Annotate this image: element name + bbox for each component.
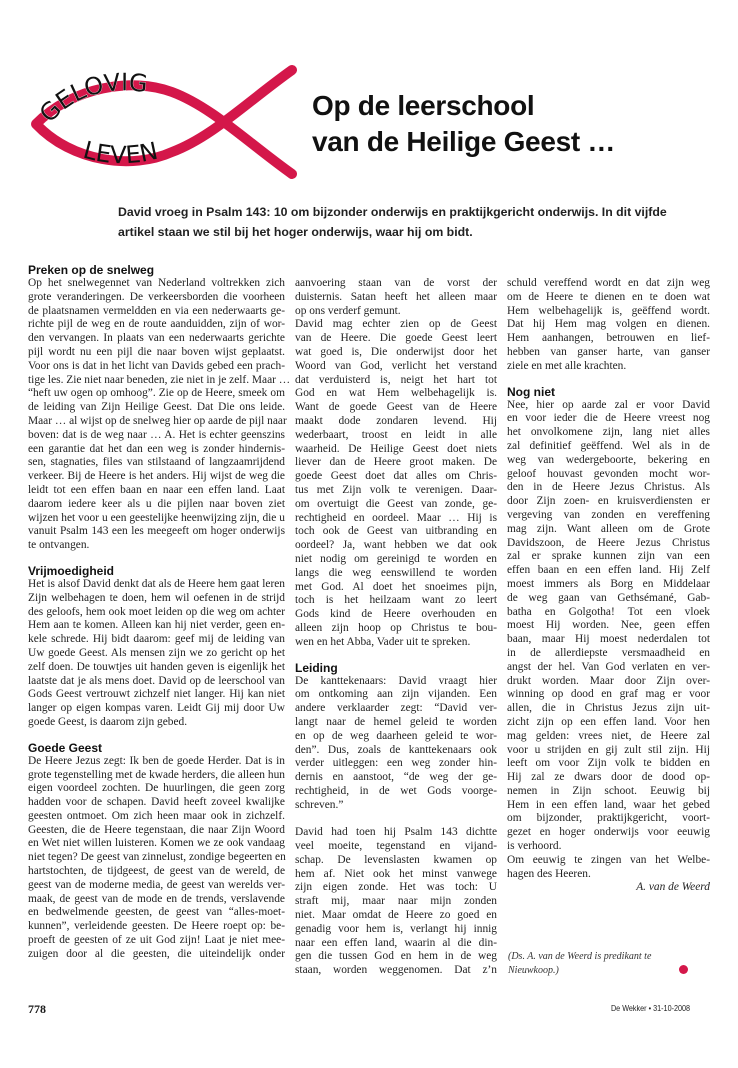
- text-line: Hem aan te komen. Alleen kan hij niet verder, geen en-: [28, 619, 285, 632]
- text-line: staan, worden weggenomen. Dat z’n: [295, 964, 497, 977]
- paragraph: [28, 277, 291, 553]
- text-line: gezet en hoger onderwijs voor eeuwig: [507, 826, 710, 839]
- author-signature: A. van de Weerd: [636, 881, 710, 894]
- text-line: laatste dat je als mens doet. David op de leerschool van: [28, 674, 285, 687]
- logo-top-text: GELOVIG: [34, 68, 150, 128]
- text-line: De Heere Jezus zegt: Ik ben de goede Herder. Dat is in: [28, 754, 285, 767]
- text-line: winning op dood en graf mag er voor: [507, 688, 710, 701]
- text-line: en Wet niet willen luisteren. Komen we ze ook vandaag: [28, 837, 285, 850]
- text-line: boven: dat is de weg naar … A. Het is echter geenszins: [28, 428, 285, 441]
- text-line: met God. Al doet het snoeimes pijn,: [295, 580, 497, 593]
- paragraph: [28, 578, 285, 730]
- text-line: te ontvangen.: [28, 539, 90, 552]
- paragraph: [28, 755, 285, 962]
- text-line: langer op eigen kompas varen. Leidt Gij mij door Uw: [28, 702, 285, 715]
- text-line: om de Heere te dienen en te doen wat: [507, 290, 710, 303]
- text-line: Hem aanhangen, betrouwen en lief-: [507, 332, 710, 345]
- text-line: Voor ons is dat in het licht van Davids gebed een prach-: [28, 359, 285, 372]
- text-line: pijl wordt nu een pijl die naar boven wijst geplaatst.: [28, 345, 285, 358]
- text-line: schap. De levenslasten kwamen op: [295, 853, 497, 866]
- text-line: zijn eigen zonde. Het was toch: U: [295, 881, 497, 894]
- text-line: veel moeite, tegenstand en vijand-: [295, 840, 497, 853]
- text-line: leidt tot een effen baan en naar een effen land. Laat: [28, 483, 285, 496]
- paragraph: [295, 277, 497, 318]
- text-line: genadig voor hem is, verlangt hij innig: [295, 922, 497, 935]
- text-line: “heft uw ogen op omhoog”. Zie op de Heere, smeek om: [28, 387, 285, 400]
- text-line: hagen des Heeren.: [507, 867, 591, 880]
- intro-line: artikel staan we stil bij het hoger onderwijs, waar hij om bidt.: [118, 225, 473, 239]
- text-line: hadden voor de schapen. David heeft zoveel kwalijke: [28, 796, 285, 809]
- text-line: wen en het Abba, Vader uit te spreken.: [295, 635, 471, 648]
- text-line: De kanttekenaars: David vraagt hier: [295, 674, 497, 687]
- text-line: alleen zijn hoop op Christus te bou-: [295, 621, 497, 634]
- text-line: duisternis. Satan heeft het alleen maar: [295, 290, 497, 303]
- text-line: Nee, hier op aarde zal er voor David: [507, 398, 710, 411]
- text-line: wijzen het voor u een geestelijke heenwijzing zijn, die u: [28, 511, 285, 524]
- author-note-line: Nieuwkoop.): [508, 965, 559, 976]
- text-line: grote veranderingen. De verkeersborden die voorheen: [28, 290, 285, 303]
- text-line: Uw goede Geest. Als mensen zijn we zo gericht op het: [28, 646, 285, 659]
- text-line: oordeel? Ja, want hebben we dat ook: [295, 539, 497, 552]
- text-line: ziele en met alle krachten.: [507, 359, 627, 372]
- text-line: geloof houvast gevonden mocht wor-: [507, 467, 710, 480]
- text-line: niet. Maar omdat de Heere zo goed en: [295, 909, 497, 922]
- fish-icon: [22, 62, 322, 182]
- text-line: Woord van God, verlicht het verstand: [295, 359, 497, 372]
- text-line: mag zijn. Want alleen om de Grote: [507, 522, 710, 535]
- text-line: en voor ieder die de Heere vreest nog: [507, 412, 710, 425]
- text-line: Hem in een effen land, waar het gebed: [507, 798, 710, 811]
- text-line: kele schrede. Hij bidt daarom: geef mij de leiding van: [28, 633, 285, 646]
- text-line: is verhoord.: [507, 840, 562, 853]
- text-line: en bedwelmende geesten, de geest van “alles-moet-: [28, 906, 285, 919]
- logo-bottom-text: LEVEN: [80, 135, 161, 170]
- text-line: tige les. Zie niet naar beneden, zie niet in je zelf. Maar …: [28, 373, 291, 386]
- text-line: toch ook de Geest van uitbranding en: [295, 525, 497, 538]
- title-line: Op de leerschool: [312, 90, 535, 121]
- text-line: door Zijn zoen- en kruisverdiensten er: [507, 495, 710, 508]
- text-line: hem af. Niet ook het minst vanwege: [295, 867, 497, 880]
- text-line: naar een effen land, waarin al die din-: [295, 936, 497, 949]
- paragraph: [507, 399, 710, 854]
- text-line: Geesten, die de Heere tegenstaan, die naar Zijn Woord: [28, 823, 285, 836]
- text-line: God en wat Hem welbehagelijk is.: [295, 387, 497, 400]
- text-line: vergeving van zonden en vereffening: [507, 508, 710, 521]
- text-line: schuld vereffend wordt en dat zijn weg: [507, 277, 710, 289]
- article-column-2: [295, 277, 497, 978]
- text-line: richte pijl de weg en de route aanduidden, zijn of wor-: [28, 318, 285, 331]
- text-line: langs die weg eenswillend te worden: [295, 566, 497, 579]
- svg-text:LEVEN: [80, 136, 160, 169]
- publication-info: De Wekker • 31-10-2008: [610, 1003, 690, 1013]
- text-line: liever dan de Heere groot maken. De: [295, 456, 497, 469]
- section-heading: Nog niet: [507, 384, 555, 399]
- text-line: Maar … al wijst op de snelweg hier op aarde de pijl naar: [28, 414, 287, 427]
- text-line: moest immers als Borg en Middelaar: [507, 577, 710, 590]
- text-line: baan, maar Hij moest nederdalen tot: [507, 633, 710, 646]
- text-line: Want de goede Geest van de Heere: [295, 401, 497, 414]
- text-line: niet nodig om gereinigd te worden en: [295, 552, 497, 565]
- intro-line: David vroeg in Psalm 143: 10 om bijzonder onderwijs en praktijkgericht onderwijs. In dit vijfde: [118, 205, 667, 219]
- text-line: aanvoering staan van de vorst der: [295, 277, 497, 289]
- text-line: dat verduisterd is, neigt het hart tot: [295, 373, 497, 386]
- text-line: zal er sprake kunnen zijn van een: [507, 550, 710, 563]
- text-line: Hij zal ze dwars door de dood op-: [507, 771, 710, 784]
- text-line: Davidszoon, de Heere Jezus Christus: [507, 536, 710, 549]
- author-note: [508, 950, 708, 978]
- text-line: rechtigheid, in de wet Gods voorge-: [295, 784, 497, 797]
- text-line: geest van de moderne media, de geest van werelds ver-: [28, 878, 285, 891]
- text-line: verkeer. Bij de Heere is het anders. Hij wijst de weg die: [28, 470, 285, 483]
- text-line: den”. Dus, zoals de kanttekenaars ook: [295, 743, 497, 756]
- text-line: van de Heere. Die goede Geest leert: [295, 332, 497, 345]
- text-line: weg van wedergeboorte, bekering en: [507, 453, 710, 466]
- text-line: schreven.”: [295, 798, 344, 811]
- text-line: maak, de geest van de mode en de trends, verslavende: [28, 892, 285, 905]
- svg-text:GELOVIG: [34, 68, 149, 128]
- text-line: langt naar de hemel geleid te worden: [295, 715, 497, 728]
- end-mark-dot: [679, 965, 688, 974]
- text-line: Hem welbehagelijk is, geëffend wordt.: [507, 304, 710, 317]
- text-line: Dat hij Hem mag volgen en dienen.: [507, 318, 710, 331]
- text-line: goede Geest, is daarom zijn gebed.: [28, 715, 188, 728]
- text-line: kunnen”, verleidende geesten. De Heere roept op: be-: [28, 920, 285, 933]
- text-line: waarheid. De Heilige Geest doet niets: [295, 442, 497, 455]
- text-line: daarom iedere keer als u die pijlen naar boven ziet: [28, 497, 285, 510]
- text-line: zelf doen. De touwtjes uit handen geven is eigenlijk het: [28, 660, 285, 673]
- text-line: effen baan en een effen land. Hij Zelf: [507, 564, 710, 577]
- text-line: geesten ontmoet. Om zich heen maar ook in zichzelf.: [28, 809, 285, 822]
- text-line: dernis en aanstoot, “de weg der ge-: [295, 771, 497, 784]
- text-line: in de allerdiepste versmaadheid en: [507, 646, 710, 659]
- text-line: de weg gaan van Gethsémané, Gab-: [507, 591, 710, 604]
- text-line: voor u strijden en gij zult stil zijn. Hij: [507, 743, 710, 756]
- text-line: niet tegen? De geest van zinnelust, zondige begeerten en: [28, 851, 286, 864]
- paragraph: [295, 318, 497, 649]
- text-line: den in de Heere Jezus Christus. Als: [507, 481, 710, 494]
- section-heading: Vrijmoedigheid: [28, 563, 115, 578]
- text-line: om overtuigt die Geest van zonde, ge-: [295, 497, 497, 510]
- text-line: verder uitleggen: een weg zonder hin-: [295, 757, 497, 770]
- text-line: den vervangen. In plaats van een nederwaarts gerichte: [28, 332, 285, 345]
- section-heading: Leiding: [295, 660, 338, 675]
- text-line: toch is het heilzaam want zo leert: [295, 594, 497, 607]
- text-line: David mag echter zien op de Geest: [295, 318, 497, 331]
- paragraph: [507, 854, 710, 882]
- text-line: op ons verderf gemunt.: [295, 304, 401, 317]
- text-line: Om eeuwig te zingen van het Welbe-: [507, 853, 710, 866]
- text-line: David had toen hij Psalm 143 dichtte: [295, 826, 497, 839]
- intro-lead: [118, 202, 678, 242]
- article-column-3: [507, 277, 710, 895]
- text-line: drukt worden. Maar door Zijn over-: [507, 674, 710, 687]
- text-line: sen, stagnaties, files van stilstaand of langzaamrijdend: [28, 456, 285, 469]
- paragraph: [507, 277, 710, 374]
- gelovig-leven-logo: [22, 62, 322, 182]
- text-line: allen, die in Christus Jezus zijn uit-: [507, 702, 710, 715]
- text-line: een garantie dat het dan een weg is zonder hindernis-: [28, 442, 285, 455]
- text-line: de plaatsnamen vermeldden en via een nederwaarts ge-: [28, 304, 285, 317]
- section-heading: Goede Geest: [28, 740, 103, 755]
- text-line: grote tegenstelling met de kwade herders, die alleen hun: [28, 768, 285, 781]
- text-line: wederbaart, troost en leidt in alle: [295, 428, 497, 441]
- page-number: 778: [28, 1002, 46, 1016]
- text-line: andere verklaarder zegt: “David ver-: [295, 702, 497, 715]
- text-line: om ontkoming aan zijn vijanden. Een: [295, 688, 497, 701]
- text-line: Zijn welbehagen te doen, hem wil oefenen in de strijd: [28, 591, 285, 604]
- text-line: zal definitief geëffend. Wel als in de: [507, 439, 710, 452]
- text-line: moest Hij worden. Nee, geen effen: [507, 619, 710, 632]
- section-heading: Preken op de snelweg: [28, 263, 155, 277]
- text-line: Het is alsof David denkt dat als de Heere hem gaat leren: [28, 577, 285, 590]
- text-line: wat goed is, Die onderwijst door het: [295, 345, 497, 358]
- text-line: angst der hel. Van God verlaten en ver-: [507, 660, 710, 673]
- text-line: gen die tussen God en hem in de weg: [295, 950, 497, 963]
- page-title: [312, 88, 615, 160]
- paragraph: [295, 826, 497, 978]
- text-line: Gods Geest vertrouwt zichzelf niet langer. Hij kan niet: [28, 688, 285, 701]
- text-line: Op het snelwegennet van Nederland voltrekken zich: [28, 277, 285, 289]
- text-line: goede Geest doet dat alles om Chris-: [295, 470, 497, 483]
- text-line: mag gelden: vrees niet, de Heere zal: [507, 729, 710, 742]
- text-line: en op de weg daarheen geleid te wor-: [295, 729, 497, 742]
- text-line: eigen voordeel zochten. De huurlingen, die geen zorg: [28, 782, 285, 795]
- text-line: zicht zijn op een effen land. Voor hen: [507, 715, 710, 728]
- text-line: des geloofs, hem ook moet leiden op die weg om achter: [28, 605, 285, 618]
- text-line: leeft om voor Zijn volk te bidden en: [507, 757, 710, 770]
- text-line: zuigen door al die geesten, die uiteindelijk onder: [28, 947, 285, 960]
- text-line: proeft de geesten of ze uit God zijn! Laat je niet mee-: [28, 934, 285, 947]
- title-line: van de Heilige Geest …: [312, 126, 616, 157]
- text-line: het onvolkomene zijn, lang niet alles: [507, 426, 710, 439]
- text-line: nemen in Zijn schoot. Eeuwig bij: [507, 784, 710, 797]
- text-line: vanuit Psalm 143 een les meegeeft om hoger onderwijs: [28, 525, 285, 538]
- text-line: Gods kind de Heere overhouden en: [295, 608, 497, 621]
- text-line: tus met Zijn volk te verenigen. Daar-: [295, 483, 497, 496]
- text-line: straft mij, maar naar mijn zonden: [295, 895, 497, 908]
- text-line: hartstochten, de tijdgeest, de geest van de wereld, de: [28, 865, 285, 878]
- text-line: batha en Golgotha! Tot een vloek: [507, 605, 710, 618]
- author-note-line: (Ds. A. van de Weerd is predikant te: [508, 951, 652, 962]
- text-line: hebben van ganser harte, van ganser: [507, 345, 710, 358]
- paragraph: [295, 675, 497, 813]
- text-line: rechtigheid en oordeel. Maar … Hij is: [295, 511, 497, 524]
- text-line: de leiding van Zijn Heilige Geest. Dat Die ons leide.: [28, 401, 285, 414]
- text-line: maakt dode zondaren levend. Hij: [295, 414, 497, 427]
- article-column-1: [28, 263, 291, 962]
- text-line: om bijzonder, praktijkgericht, voort-: [507, 812, 710, 825]
